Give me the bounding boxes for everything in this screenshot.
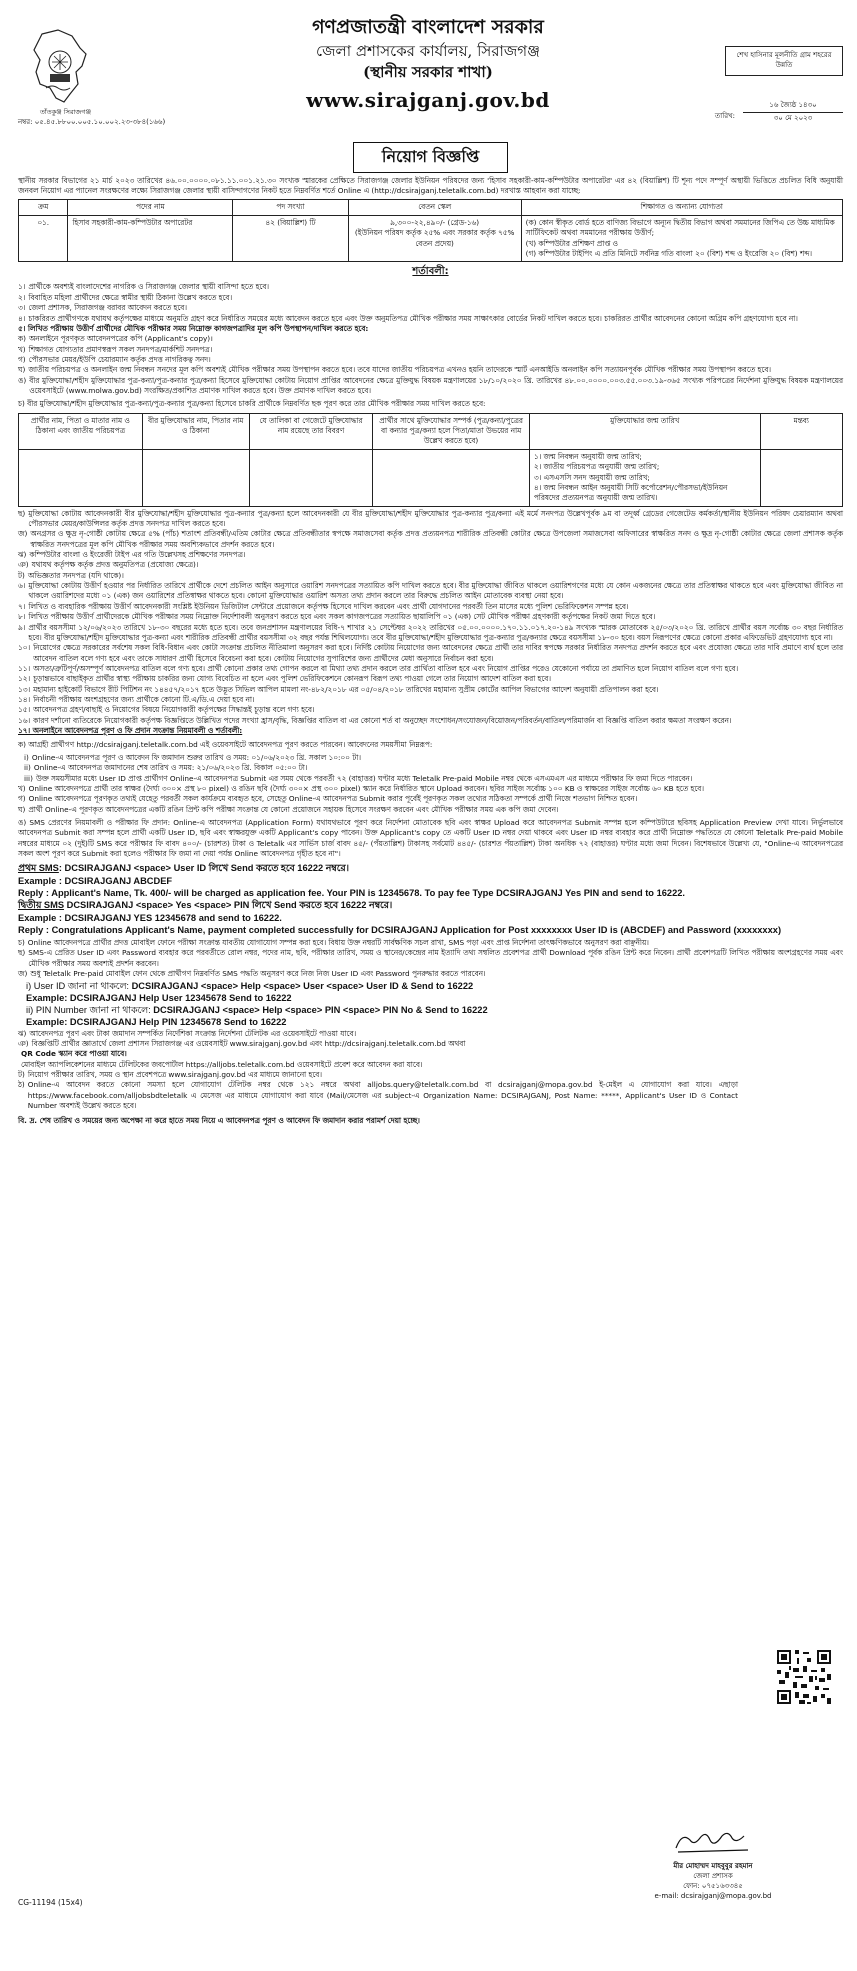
col-serial: ক্রম — [19, 200, 68, 215]
signatory-designation: জেলা প্রশাসক — [693, 1871, 733, 1880]
item-text: কারণ দর্শানো ব্যতিরেকে নিয়োগকারী কর্তৃপক্ষ বিজ্ঞপ্তিতে উল্লিখিত পদের সংখ্যা হ্রাস/বৃদ্ধি, বিজ্ঞপ্তির বাতিল বা এর কোনো শর্ত বা অনুচ্ছেদ সংশোধন/সংযোজন/বিয়োজন/পরিবর্তন/বাতিল/পরিমার্জন বা বিজ্ঞপ্তি বাতিল করার ক্ষমতা সংরক্ষণ করেন। — [33, 715, 732, 725]
date-block — [714, 100, 843, 125]
list-item — [18, 969, 843, 979]
recovery-label: PIN Number জানা না থাকলে: — [35, 1005, 151, 1016]
list-item — [18, 1060, 738, 1070]
post-table-header — [19, 200, 843, 215]
signatory-email[interactable]: e-mail: dcsirajganj@mopa.gov.bd — [654, 1891, 772, 1900]
bangladesh-map-logo-icon — [28, 28, 92, 108]
item-number: জ) — [18, 969, 28, 979]
list-item — [18, 509, 843, 530]
item-text: শিক্ষাগত যোগ্যতার প্রমাণস্বরূপ সকল সনদপত্র/মার্কশিট সনদপত্র। — [28, 344, 213, 354]
list-item — [18, 674, 843, 684]
item-number: ঘ) — [18, 804, 26, 814]
online-list-d — [18, 1029, 738, 1112]
first-sms-label: প্রথম SMS — [18, 863, 59, 874]
item-text: QR Code স্ক্যান করে পাওয়া যাবে। — [21, 1049, 127, 1059]
documents-list — [18, 334, 843, 396]
list-item — [18, 643, 843, 664]
ff-col-gazette: যে তালিকা বা গেজেটে মুক্তিযোদ্ধার নাম রয়েছে তার বিবরণ — [249, 413, 373, 449]
freedom-fighter-table — [18, 413, 843, 507]
office-name: জেলা প্রশাসকের কার্যালয়, সিরাজগঞ্জ — [316, 41, 540, 60]
qualification-item: (ক) কোন স্বীকৃত বোর্ড হতে বাণিজ্য বিভাগে অন্যূন দ্বিতীয় বিভাগ অথবা সমমানের জিপিএ তে উচ্চ মাধ্যমিক সার্টিফিকেট অথবা সমমানের পরীক্ষায় উত্তীর্ণ; — [525, 217, 835, 238]
item-number: ১৩। — [18, 684, 31, 694]
list-item — [18, 794, 843, 804]
conditions-list-b — [18, 509, 843, 727]
website-link[interactable]: www.sirajganj.gov.bd — [306, 87, 550, 112]
first-sms-command: : DCSIRAJGANJ <space> User ID লিখে Send করতে হবে 16222 নম্বরে। — [58, 863, 349, 874]
item-number: জ) — [18, 529, 28, 539]
second-sms-example: Example : DCSIRAJGANJ YES 12345678 and send to 16222. — [18, 912, 282, 923]
item-text: যথাযথ কর্তৃপক্ষ কর্তৃক প্রদত্ত অনুমতিপত্র (প্রযোজ্য ক্ষেত্রে)। — [31, 560, 199, 570]
item-text: জেলা প্রশাসক, সিরাজগঞ্জ বরাবর আবেদন করতে হবে। — [28, 303, 187, 313]
list-item — [18, 571, 843, 581]
list-item — [18, 314, 843, 324]
item-number: চ) — [18, 938, 25, 948]
list-item — [18, 1070, 738, 1080]
conditions-list-a — [18, 282, 843, 323]
first-sms-example: Example : DCSIRAJGANJ ABCDEF — [18, 875, 173, 886]
item-text: চূড়ান্তভাবে বাছাইকৃত প্রার্থীর স্বাস্থ্য পরীক্ষায় চাকরির জন্য যোগ্য বিবেচিত না হলে এবং পুলিশ ভেরিফিকেশনে কোনরূপ বিরূপ তথ্য পাওয়া গেলে তার নিয়োগ আদেশ বাতিল করা হবে। — [33, 674, 551, 684]
item-text: Online-এ আবেদনপত্র জমাদানের শেষ তারিখ ও সময়: ২১/০৬/২০২৩ খ্রি. বিকাল ০৫:০০ টা। — [33, 763, 308, 773]
list-item — [18, 938, 843, 948]
logo-caption: তাঁতকুঞ্জ সিরাজগঞ্জ — [40, 108, 92, 116]
date-english: ৩০ মে ২০২৩ — [773, 113, 813, 122]
item-text: উক্ত সময়সীমার মধ্যে User ID প্রাপ্ত প্রার্থীগণ Online-এ আবেদনপত্র Submit এর সময় থেকে পরবর্তী ৭২ (বাহাত্তর) ঘণ্টার মধ্যে Teletalk Pre-paid Mobile নম্বর থেকে এসএমএস এর মাধ্যমে পরীক্ষার ফি জমা দিতে পারবেন। — [35, 773, 693, 783]
notice-title: নিয়োগ বিজ্ঞপ্তি — [353, 142, 508, 173]
recovery-example: Example: DCSIRAJGANJ Help User 12345678 Send to 16222 — [26, 992, 292, 1003]
item-text: মহামান্য হাইকোর্ট বিভাগে রীট পিটিশন নং ১৪৪৫৭/২০১৭ হতে উদ্ভূত সিভিল আপিল মামলা নং-৪৮২/২০১৮ এর ০৫/০৪/২০১৮ তারিখের মহামান্য সুপ্রীম কোর্টের আপিল বিভাগের আদেশ অনুযায়ী প্রতিপালন করা হবে। — [33, 684, 659, 694]
item-number: ৭। — [18, 601, 26, 611]
dob-item: ১। জন্ম নিবন্ধন অনুযায়ী জন্ম তারিখ; — [533, 451, 642, 461]
item-text: অসত্য/ত্রুটিপূর্ণ/অসম্পূর্ণ আবেদনপত্র বাতিল বলে গণ্য হবে। প্রার্থী কোনো প্রকার তথ্য গোপন করলে বা মিথ্যা তথ্য প্রদান করলে তার প্রার্থিতা বাতিল হবে এবং নিয়োগ প্রাপ্তির পরেও যেকোনো পর্যায়ে তা প্রমাণিত হলে নিয়োগ বাতিল বলে গণ্য হবে। — [33, 664, 739, 673]
list-item — [18, 1029, 738, 1039]
ff-dob-cell — [529, 449, 760, 506]
notice-intro: স্থানীয় সরকার বিভাগের ২১ মার্চ ২০২৩ তারিখের ৪৬.০০.০০০০.০৮১.১১.০০১.২১.৩০ সংখ্যক স্মারকের প্রেক্ষিতে সিরাজগঞ্জ জেলার ইউনিয়ন পরিষদের জন্য 'হিসাব সহকারী-কাম-কম্পিউটার অপারেটর' এর ৪২ (বিয়াল্লিশ) টি শূন্য পদে সম্পূর্ণ অস্থায়ী ভিত্তিতে প্রচলিত বিধি অনুযায়ী জনবল নিয়োগ এর প্যানেল সংরক্ষণের লক্ষ্যে সিরাজগঞ্জ জেলার স্থায়ী বাসিন্দাগণের নিকট হতে নিম্নবর্ণিত শর্তে Online এ (http://dcsirajganj.teletalk.com.bd) দরখাস্ত আহবান করা যাচ্ছে: — [18, 175, 843, 196]
item-number: iii) — [24, 773, 33, 783]
item-number: খ) — [18, 783, 26, 793]
ff-col-dob: মুক্তিযোদ্ধার জন্ম তারিখ — [529, 413, 760, 449]
item-number: ঠ) — [18, 1080, 25, 1090]
item-text: বীর মুক্তিযোদ্ধা/শহীদ মুক্তিযোদ্ধার পুত্র-কন্যা/পুত্র-কন্যার পুত্র/কন্যা হিসেবে মুক্তিযোদ্ধা কোটায় নিয়োগ প্রাপ্তির আবেদনের ক্ষেত্রে মুক্তিযুদ্ধ বিষয়ক মন্ত্রণালয়ের ১৮/১০/২০২০ খ্রি. তারিখের ৪৮.০০.০০০০.০০৩.৫৫.০০৩.১৯-৩৬৫ সংখ্যক পরিপত্রের নির্দেশনা মুক্তিযুদ্ধ বিষয়ক মন্ত্রণালয়ের ওয়েবসাইটে (www.molwa.gov.bd) সংরক্ষিত/প্রকাশিত প্রমাণক দাখিল করতে হবে। উক্ত প্রমাণক দাখিল করতে হবে। — [29, 375, 843, 396]
date-label: তারিখ: — [714, 112, 735, 120]
list-item — [18, 334, 843, 344]
post-serial: ০১. — [19, 215, 68, 261]
government-name: গণপ্রজাতন্ত্রী বাংলাদেশ সরকার — [312, 16, 544, 38]
item-number: ঘ) — [18, 365, 26, 375]
item-number: ii) — [24, 763, 31, 773]
item-number: ১৪। — [18, 695, 31, 705]
item-number: ৯। — [18, 622, 26, 632]
col-count: পদ সংখ্যা — [233, 200, 348, 215]
second-sms-label: দ্বিতীয় SMS — [18, 900, 65, 911]
list-item — [18, 716, 843, 726]
list-item — [18, 376, 843, 397]
col-post: পদের নাম — [68, 200, 233, 215]
col-scale: বেতন স্কেল — [348, 200, 521, 215]
list-item — [18, 355, 843, 365]
ff-cell — [760, 449, 842, 506]
first-sms-reply: Reply : Applicant's Name, Tk. 400/- will be charged as application fee. Your PIN is 12345678. To pay fee Type DCSIRAJGANJ Yes PIN and send to 16222. — [18, 888, 686, 898]
item-text: অনলাইনে পূরণকৃত আবেদনপত্রের কপি (Applicant's copy)। — [28, 334, 213, 344]
list-item — [18, 560, 843, 570]
list-item — [18, 948, 843, 969]
freedom-fighter-form-note: চ) বীর মুক্তিযোদ্ধা/শহীদ মুক্তিযোদ্ধার পুত্র-কন্যা/পুত্র-কন্যার পুত্র/কন্যা হিসেবে চাকরি প্রার্থীকে নিম্নবর্ণিত ছক পূরণ করে তার মৌখিক পরীক্ষার সময় দাখিল করতে হবে: — [18, 399, 486, 409]
recovery-block — [18, 980, 843, 1029]
qualification-item: (গ) কম্পিউটার টাইপিং এ প্রতি মিনিটে সর্বনিম্ন গতি বাংলা ২০ (বিশ) শব্দ ও ইংরেজি ২০ (বিশ) শব্দ। — [525, 248, 812, 258]
list-item — [18, 1039, 738, 1049]
qr-code-icon[interactable] — [775, 1648, 833, 1706]
item-number: ৬। — [18, 581, 26, 591]
list-item — [18, 581, 843, 602]
recovery-command: DCSIRAJGANJ <space> Help <space> PIN <space> PIN No & Send to 16222 — [153, 1005, 488, 1016]
ff-col-freedom-fighter: বীর মুক্তিযোদ্ধার নাম, পিতার নাম ও ঠিকানা — [142, 413, 249, 449]
final-note: বি. দ্র. শেষ তারিখ ও সময়ের জন্য অপেক্ষা না করে হাতে সময় নিয়ে এ আবেদনপত্র পূরণ ও আবেদন ফি জমাদান করার পরামর্শ দেয়া হচ্ছে। — [18, 1116, 420, 1126]
list-item — [18, 685, 843, 695]
item-number: ঝ) — [18, 550, 27, 560]
list-item — [18, 705, 843, 715]
ff-cell — [373, 449, 530, 506]
conditions-heading: শর্তাবলী: — [412, 266, 449, 278]
item-text: নিয়োগ পরীক্ষার তারিখ, সময় ও স্থান প্রবেশপত্রে www.sirajganj.gov.bd এর মাধ্যমে জানানো হবে। — [27, 1070, 322, 1079]
list-item — [18, 365, 843, 375]
item-number: ক) — [18, 334, 26, 344]
item-text: Online-এ আবেদনপত্র পূরণ ও আবেদন ফি জমাদান শুরুর তারিখ ও সময়: ০১/০৬/২০২৩ খ্রি. সকাল ১০:০০ টা। — [31, 752, 361, 762]
list-item — [18, 1080, 738, 1111]
table-row — [19, 449, 843, 506]
list-item — [18, 784, 843, 794]
post-name: হিসাব সহকারী-কাম-কম্পিউটার অপারেটর — [68, 215, 233, 261]
list-item — [18, 550, 843, 560]
item-text: Online আবেদনপত্রে প্রার্থীর প্রদত্ত মোবাইল ফোনে পরীক্ষা সংক্রান্ত যাবতীয় যোগাযোগ সম্পন্ন করা হবে। বিধায় উক্ত নম্বরটি সার্বক্ষণিক সচল রাখা, SMS পড়া এবং প্রাপ্ত নির্দেশনা তাৎক্ষণিকভাবে অনুসরণ করা বাঞ্ছনীয়। — [27, 938, 649, 948]
item-text: পৌরসভার মেয়র/ইউপি চেয়ারম্যান কর্তৃক প্রদত্ত নাগরিকত্ব সনদ। — [28, 354, 211, 364]
item-text: প্রার্থীর বয়সসীমা ১২/০৬/২০২৩ তারিখে ১৮-৩০ বছরের মধ্যে হতে হবে। তবে জনপ্রশাসন মন্ত্রণালয়ের বিধি-৭ শাখার ২১ সেপ্টেম্বর ২০২২ তারিখের ০৫.০০.০০০০.১৭০.১১.০১৭.২০-১৪৯ সংখ্যক স্মারক মোতাবেক ২৫/০৩/২০২০ খ্রি. তারিখে প্রার্থীর বয়স সর্বোচ্চ ৩০ বছর নির্ধারিত হবে। বীর মুক্তিযোদ্ধা/শহীদ মুক্তিযোদ্ধার পুত্র-কন্যা এবং শারীরিক প্রতিবন্ধী প্রার্থীর বয়সসীমা ৩২ বছর পর্যন্ত শিথিলযোগ্য। তবে বীর মুক্তিযোদ্ধা/শহীদ মুক্তিযোদ্ধার পুত্র-কন্যার পুত্র/কন্যার ক্ষেত্রে বয়সসীমা ১৮-৩০ হবে। বয়স নিরূপণের ক্ষেত্রে কোনো প্রকার এফিডেভিট গ্রহণযোগ্য হবে না। — [28, 622, 843, 642]
ff-cell — [142, 449, 249, 506]
post-count: ৪২ (বিয়াল্লিশ) টি — [233, 215, 348, 261]
item-text: Online আবেদনপত্রে পূরণকৃত তথ্যই যেহেতু পরবর্তী সকল কার্যক্রমে ব্যবহৃত হবে, সেহেতু Online-এ আবেদনপত্র Submit করার পূর্বেই পূরণকৃত সকল তথ্যের সঠিকতা সম্পর্কে প্রার্থী নিজে শতভাগ নিশ্চিত হবেন। — [28, 794, 638, 804]
memo-number: নম্বর: ০৫.৪৫.৮৮০০.০০৫.১০.০০২.২৩-৩৮৪(১৬৬) — [18, 118, 166, 126]
post-table — [18, 199, 843, 262]
item-text: SMS-এ প্রেরিত User ID এবং Password ব্যবহার করে পরবর্তীতে রোল নম্বর, পদের নাম, ছবি, পরীক্ষার তারিখ, সময় ও স্থানের/কেন্দ্রের নাম ইত্যাদি তথ্য সম্বলিত প্রবেশপত্র প্রার্থী Download পূর্বক রঙিন প্রিন্ট করে নিবেন। প্রার্থী প্রবেশপত্রটি লিখিত পরীক্ষায় অংশগ্রহণের সময় এবং মৌখিক পরীক্ষার সময় অবশ্যই প্রদর্শন করবেন। — [28, 948, 843, 968]
list-item — [18, 303, 843, 313]
online-intro: ক) আগ্রহী প্রার্থীগণ http://dcsirajganj.teletalk.com.bd এই ওয়েবসাইটে আবেদনপত্র পূরণ করতে পারবেন। আবেদনের সময়সীমা নিম্নরূপ: — [18, 739, 433, 749]
dob-item: ৩। এসএসসি সনদ অনুযায়ী জন্ম তারিখ; — [533, 472, 650, 482]
item-number: ২। — [18, 292, 26, 302]
item-number: ১২। — [18, 674, 31, 684]
item-text: মোবাইল অ্যাপলিকেশনের মাধ্যমে টেলিটকের জবপোর্টাল https://alljobs.teletalk.com.bd ওয়েবসাইটে প্রবেশ করে আবেদন করা যাবে। — [21, 1059, 423, 1069]
item-number: ১১। — [18, 664, 31, 673]
ff-col-relation: প্রার্থীর সাথে মুক্তিযোদ্ধার সম্পর্ক (পুত্র/কন্যা/পুত্রের বা কন্যার পুত্র/কন্যা হলে পিতা/মাতা উভয়ের নাম উল্লেখ করতে হবে) — [373, 413, 530, 449]
list-item — [18, 602, 843, 612]
item-text: লিখিত পরীক্ষায় উত্তীর্ণ প্রার্থীদেরকে মৌখিক পরীক্ষার সময় নিম্নোক্ত নির্দেশাবলী অনুসরণ করতে হবে এবং সকল কাগজপত্রের সত্যায়িত ছায়ালিপি ০১ (এক) সেট মৌখিক পরীক্ষা গ্রহণকারী কর্তৃপক্ষের নিকট জমা দিতে হবে। — [28, 612, 656, 622]
item-text: আবেদনপত্র পূরণ এবং টাকা জমাদান সম্পর্কিত নির্দেশিকা সংক্রান্ত নির্দেশনা টেলিটক এর ওয়েবসাইটে পাওয়া যাবে। — [29, 1028, 357, 1038]
item-number: ট) — [18, 1070, 25, 1079]
signature-mark — [668, 1828, 758, 1858]
branch-name: (স্থানীয় সরকার শাখা) — [363, 63, 493, 82]
online-times — [18, 753, 843, 784]
item-text: চাকরিরত প্রার্থীগণকে যথাযথ কর্তৃপক্ষের মাধ্যমে অনুমতি গ্রহণ করে নির্ধারিত সময়ের মধ্যে আবেদন করতে হবে এবং উক্ত অনুমতিপত্র মৌখিক পরীক্ষার সময় সাক্ষাৎকার বোর্ডের নিকট দাখিল করতে হবে। চাকরিরত প্রার্থীর আবেদনের কোনো অগ্রিম কপি গ্রহণযোগ্য হবে না। — [28, 313, 798, 323]
item-text: মুক্তিযোদ্ধা কোটায় আবেদনকারী বীর মুক্তিযোদ্ধা/শহীদ মুক্তিযোদ্ধার পুত্র-কন্যার পুত্র/কন্যা হলে আবেদনকারী যে বীর মুক্তিযোদ্ধা/শহীদ মুক্তিযোদ্ধার পুত্র-কন্যার পুত্র/কন্যা এই মর্মে সনদপত্র উল্লেখপূর্বক ৯ম বা তদূর্ধ্ব গ্রেডের গেজেটেড কর্মকর্তা/স্থানীয় ইউনিয়ন পরিষদ চেয়ারম্যান অথবা পৌরসভার মেয়র/কাউন্সিলর কর্তৃক প্রদত্ত সনদপত্র দাখিল করতে হবে। — [28, 508, 843, 528]
recovery-command: DCSIRAJGANJ <space> Help <space> User <space> User ID & Send to 16222 — [131, 980, 474, 991]
item-number: ১০। — [18, 643, 31, 653]
item-number: ঝ) — [18, 1028, 27, 1038]
item-number: ছ) — [18, 508, 26, 518]
list-item — [18, 664, 843, 674]
online-list-c — [18, 938, 843, 979]
list-item — [18, 293, 843, 303]
item-number: ১৫। — [18, 705, 31, 715]
list-item — [18, 805, 843, 815]
date-bangla: ১৬ জ্যৈষ্ঠ ১৪৩০ — [743, 100, 843, 113]
second-sms-command: DCSIRAJGANJ <space> Yes <space> PIN লিখে Send করতে হবে 16222 নম্বরে। — [64, 900, 393, 911]
list-item — [18, 529, 843, 550]
col-quals: শিক্ষাগত ও অন্যান্য যোগ্যতা — [521, 200, 842, 215]
item-text: Online-এ আবেদন করতে কোনো সমস্যা হলে যোগাযোগ টেলিটক নম্বর থেকে ১২১ নম্বরে অথবা alljobs.query@teletalk.com.bd বা dcsirajganj@mopa.gov.bd ই-মেইল এ যোগাযোগ করা যাবে। এছাড়া https://www.facebook.com/alljobsbdteletalk এ মেসেজ এর মাধ্যমে যোগাযোগ করা যাবে (Mail/মেসেজ এর subject-এ Organization Name: DCSIRAJGANJ, Post Name: *****, Applicant's User ID ও Contact Number অবশ্যই উল্লেখ করতে হবে। — [27, 1080, 738, 1111]
ff-col-remarks: মন্তব্য — [760, 413, 842, 449]
letterhead — [18, 10, 843, 138]
item-number: ১। — [18, 282, 26, 292]
item-text: মুক্তিযোদ্ধা কোটায় উত্তীর্ণ হওয়ার পর নির্ধারিত তারিখে প্রার্থীকে দেশে প্রচলিত আইন অনুসারে ওয়ারিশ সনদপত্রের সত্যায়িত কপি দাখিল করতে হবে। বীর মুক্তিযোদ্ধা জীবিত থাকলে ওয়ারিশগণের মধ্যে যে কোন একজনের ক্ষেত্রে তার প্রতিস্বাক্ষর থাকতে হবে এবং মুক্তিযোদ্ধা জীবিত না থাকলে ওয়ারিশদের মধ্যে ০১ (এক) জন ওয়ারিশের প্রতিস্বাক্ষর থাকতে হবে। কোনো মুক্তিযোদ্ধার ওয়ারিশ অসত্য তথ্য প্রদান করলে তার বিরুদ্ধে প্রচলিত আইন মোতাবেক ব্যবস্থা নেয়া হবে। — [28, 581, 843, 601]
item-number: ছ) — [18, 948, 26, 958]
ff-table-header — [19, 413, 843, 449]
documents-heading: ৫। লিখিত পরীক্ষায় উত্তীর্ণ প্রার্থীদের মৌখিক পরীক্ষার সময় নিম্নোক্ত কাগজপত্রাদির মূল কপি উপস্থাপন/দাখিল করতে হবে: — [18, 323, 369, 333]
dob-item: ৪। জন্ম নিবন্ধন আইন অনুযায়ী সিটি কর্পোরেশন/পৌরসভা/ইউনিয়ন পরিষদের প্রত্যয়নপত্র অনুযায়ী জন্ম তারিখ। — [533, 482, 728, 503]
list-item — [18, 282, 843, 292]
qualification-item: (খ) কম্পিউটার প্রশিক্ষণ প্রাপ্ত ও — [525, 238, 618, 248]
ff-cell — [249, 449, 373, 506]
list-item — [18, 1049, 738, 1059]
item-number: ঞ) — [18, 1038, 29, 1048]
item-text: নির্বাচনী পরীক্ষায় অংশগ্রহণের জন্য প্রার্থীকে কোনো টি.এ/ডি.এ দেয়া হবে না। — [33, 695, 255, 705]
online-heading: ১৭। অনলাইনে আবেদনপত্র পূরণ ও ফি প্রদান সংক্রান্ত নিয়মাবলী ও শর্তাবলী: — [18, 726, 243, 736]
item-number: ৩। — [18, 303, 26, 313]
list-item — [24, 774, 843, 784]
item-text: অনগ্রসর ও ক্ষুদ্র নৃ-গোষ্ঠী কোটায় ক্ষেত্রে ৫% (পাঁচ) শতাংশ প্রতিবন্ধী/এতিম কোটার ক্ষেত্রে প্রতিবন্ধীতার স্বপক্ষে সমাজসেবা কর্তৃক প্রদত্ত প্রত্যয়নপত্র শারীরিক প্রতিবন্ধী কোটার ক্ষেত্রে উপজেলা সমাজসেবা অফিসারের স্বাক্ষরিত সনদ ও ক্ষুদ্র নৃ-গোষ্ঠী কোটার ক্ষেত্রে জেলা প্রশাসক কর্তৃক স্বাক্ষরিত সনদপত্রের মূল কপি মৌখিক পরীক্ষার সময় অবশ্যিকভাবে প্রদর্শন করতে হবে। — [30, 529, 843, 549]
second-sms-reply: Reply : Congratulations Applicant's Name, payment completed successfully for DCSIRAJGANJ Application for Post xxxxxxxx User ID is (ABCDEF) and Password (xxxxxxxx) — [18, 924, 782, 935]
item-number: গ) — [18, 794, 26, 804]
item-text: লিখিত ও ব্যবহারিক পরীক্ষায় উত্তীর্ণ আবেদনকারী সংশ্লিষ্ট ইউনিয়ন ডিজিটাল সেন্টারে প্রয়োজনে কর্তৃপক্ষ হিসেবে দাখিল করবেন এবং প্রার্থী যোগদানের পরবর্তী তিন মাসের মধ্যে পুলিশ ভেরিফিকেশন সম্পন্ন হবে। — [28, 601, 629, 611]
item-number: i) — [26, 980, 32, 991]
list-item — [18, 612, 843, 622]
item-number: i) — [24, 752, 29, 762]
item-number: ii) — [26, 1005, 34, 1016]
item-number: ৮। — [18, 612, 26, 622]
item-text: প্রার্থী Online-এ পূরণকৃত আবেদনপত্রের একটি রঙিন প্রিন্ট কপি পরীক্ষা সংক্রান্ত যে কোনো প্রয়োজনে সহায়ক হিসেবে সংরক্ষণ করবেন এবং মৌখিক পরীক্ষার সময় এক কপি জমা দেবেন। — [28, 804, 559, 814]
online-list-b — [18, 784, 843, 815]
item-text: জাতীয় পরিচয়পত্র ও অনলাইন জন্ম নিবন্ধন সনদের মূল কপি অবশ্যই মৌখিক পরীক্ষার সময় উপস্থাপন করতে হবে। তবে যাদের জাতীয় পরিচয়পত্র এখনও হয়নি তাদেরকে স্মার্ট এনআইডি অনলাইন কপি সত্যায়নপূর্বক মৌখিক পরীক্ষার সময় উপস্থাপন করতে হবে। — [28, 365, 771, 375]
item-number: গ) — [18, 354, 26, 364]
item-number: খ) — [18, 344, 26, 354]
item-text: কম্পিউটার বাংলা ও ইংরেজী টাইপ এর গতি উল্লেখসহ প্রশিক্ষণের সনদপত্র। — [29, 550, 246, 560]
sms-block — [18, 862, 843, 936]
letterhead-center — [218, 14, 638, 114]
list-item — [18, 345, 843, 355]
ff-cell — [19, 449, 143, 506]
list-item — [24, 763, 843, 773]
sms-instructions: ঙ) SMS প্রেরণের নিয়মাবলী ও পরীক্ষার ফি প্রদান: Online-এ আবেদনপত্র (Application Form) যথাযথভাবে পূরণ করে নির্দেশনা মোতাবেক ছবি এবং স্বাক্ষর Upload করে আবেদনপত্র Submit সম্পন্ন হলে কম্পিউটারে ছবিসহ Application Preview দেখা যাবে। নির্ভুলভাবে আবেদনপত্র Submit করা সম্পন্ন হলে প্রার্থী একটি User ID, ছবি এবং স্বাক্ষরযুক্ত একটি Applicant's copy পাবেন। উক্ত Applicant's copy তে একটি User ID নম্বর দেয়া থাকবে এবং User ID নম্বর ব্যবহার করে প্রার্থী নিম্নোক্ত পদ্ধতিতে যে কোনো Teletalk Pre-paid Mobile নম্বরের মাধ্যমে ০২ (দুই)টি SMS করে পরীক্ষার ফি বাবদ ৪০০/- (চারশত) টাকা ও Teletalk এর সার্ভিস চার্জ বাবদ ৪৫/- (পঁয়তাল্লিশ) টাকাসহ সর্বমোট ৪৪৫/- (চারশত পঁয়তাল্লিশ) টাকা অনধিক ৭২ (বাহাত্তর) ঘণ্টার মধ্যে জমা দিবেন। বিশেষভাবে উল্লেখ্য যে, "Online-এ আবেদনপত্রের সকল অংশ পূরণ করে Submit করা হলেও পরীক্ষার ফি জমা না দেয়া পর্যন্ত Online আবেদনপত্র গৃহীত হবে না"। — [18, 818, 843, 859]
item-number: ৪। — [18, 313, 26, 323]
item-text: বিবাহিত মহিলা প্রার্থীদের ক্ষেত্রে স্বামীর স্থায়ী ঠিকানা উল্লেখ করতে হবে। — [28, 292, 233, 302]
item-text: নিয়োগের ক্ষেত্রে সরকারের সর্বশেষ সকল বিধি-বিধান এবং কোটা সংক্রান্ত প্রচলিত নীতিমালা অনুসরণ করা হবে। নির্দিষ্ট কোটায় নিয়োগের জন্য আবেদনের ক্ষেত্রে প্রার্থী তার দাবির স্বপক্ষে সরকার নির্ধারিত সনদপত্র প্রদর্শন করতে হবে এবং প্রযোজ্য ক্ষেত্রে তার দাবি প্রমাণে ব্যর্থ হলে তার আবেদন বাতিল বলে গণ্য হবে এবং তাকে সাধারণ প্রার্থী হিসেবে বিবেচনা করা হবে। কোটায় নিয়োগের সুপারিশের জন্য প্রার্থীদের মেধা অনুসারে নির্বাচন করা হবে। — [33, 643, 843, 663]
dob-item: ২। জাতীয় পরিচয়পত্র অনুযায়ী জন্ম তারিখ; — [533, 462, 660, 472]
list-item — [18, 623, 843, 644]
list-item — [24, 753, 843, 763]
recovery-label: User ID জানা না থাকলে: — [33, 980, 129, 991]
signature-block — [613, 1828, 813, 1902]
item-text: Online আবেদনপত্রে প্রার্থী তার স্বাক্ষর (দৈর্ঘ্য ৩০০× প্রস্থ ৮০ pixel) ও রঙিন ছবি (দৈর্ঘ্য ৩০০× প্রস্থ ৩০০ pixel) স্ক্যান করে নির্ধারিত স্থানে Upload করবেন। ছবির সাইজ সর্বোচ্চ ১০০ KB ও স্বাক্ষরের সাইজ সর্বোচ্চ ৬০ KB হতে হবে। — [28, 783, 704, 793]
list-item — [18, 695, 843, 705]
item-number: ট) — [18, 570, 25, 580]
signatory-name: মীর মোহাম্মদ মাহবুবুর রহমান — [673, 1861, 753, 1870]
slogan-box: শেখ হাসিনার মূলনীতি গ্রাম শহরের উন্নতি — [725, 46, 843, 76]
item-text: প্রার্থীকে অবশ্যই বাংলাদেশের নাগরিক ও সিরাজগঞ্জ জেলার স্থায়ী বাসিন্দা হতে হবে। — [28, 282, 270, 292]
pay-scale-note: (ইউনিয়ন পরিষদ কর্তৃক ২৫% এবং সরকার কর্তৃক ৭৫% বেতন প্রদেয়) — [354, 228, 515, 248]
item-number: ঙ) — [18, 375, 27, 385]
recovery-example: Example: DCSIRAJGANJ Help PIN 12345678 Send to 16222 — [26, 1017, 287, 1028]
signatory-phone: ফোন: ০৭৫১৬৩৩৪৫ — [683, 1881, 743, 1890]
item-text: বিজ্ঞপ্তিটি প্রার্থীর জ্ঞাতার্থে জেলা প্রশাসন সিরাজগঞ্জ এর ওয়েবসাইট www.sirajganj.gov.bd এবং http://dcsirajganj.teletalk.com.bd অথবা — [31, 1038, 466, 1048]
item-text: শুধু Teletalk Pre-paid মোবাইল ফোন থেকে প্রার্থীগণ নিম্নবর্ণিত SMS পদ্ধতি অনুসরণ করে নিজ নিজ User ID এবং Password পুনরুদ্ধার করতে পারবেন। — [30, 969, 486, 979]
ff-col-applicant: প্রার্থীর নাম, পিতা ও মাতার নাম ও ঠিকানা এবং জাতীয় পরিচয়পত্র — [19, 413, 143, 449]
item-number: ঞ) — [18, 560, 29, 570]
item-number: ১৬। — [18, 715, 31, 725]
item-text: আবেদনপত্র গ্রহণ/বাছাই ও নিয়োগের বিষয়ে নিয়োগকারী কর্তৃপক্ষের সিদ্ধান্তই চূড়ান্ত বলে গণ্য হবে। — [33, 705, 315, 715]
table-row — [19, 215, 843, 261]
footer-code: CG-11194 (15x4) — [18, 1898, 83, 1907]
item-text: অভিজ্ঞতার সনদপত্র (যদি থাকে)। — [27, 570, 124, 580]
pay-scale: ৯,৩০০-২২,৪৯০/- (গ্রেড-১৬) — [390, 217, 480, 227]
